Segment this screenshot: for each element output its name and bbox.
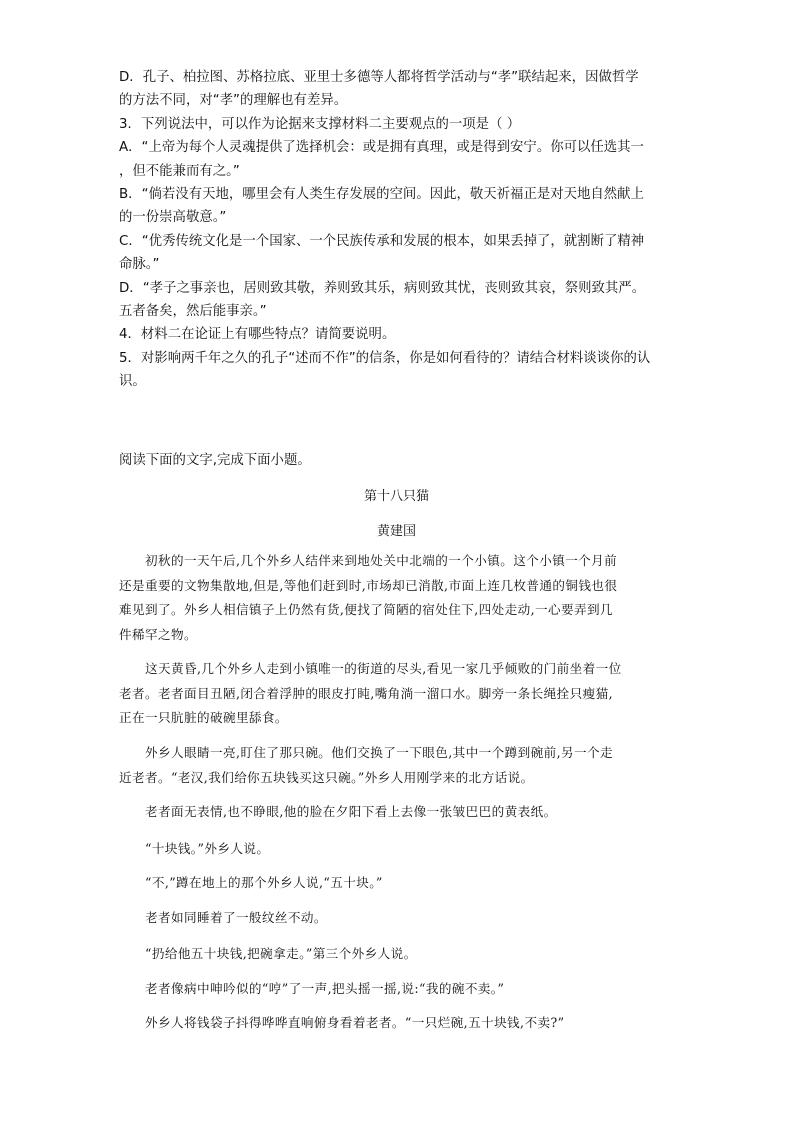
text-line: 件稀罕之物。 [119, 626, 197, 642]
text-line: 老者像病中呻吟似的“哼”了一声,把头摇一摇,说:“我的碗不卖。” [119, 981, 505, 996]
story-paragraph [119, 871, 675, 896]
question-4 [119, 323, 675, 346]
text-line: 还是重要的文物集散地,但是,等他们赶到时,市场却已消散,市面上连几枚普通的铜钱也很 [119, 577, 618, 593]
text-line: “十块钱。”外乡人说。 [119, 841, 270, 856]
text-line: 老者面无表情,也不睁眼,他的脸在夕阳下看上去像一张皱巴巴的黄表纸。 [119, 804, 557, 819]
story-paragraph [119, 549, 675, 647]
text-line: B．“倘若没有天地，哪里会有人类生存发展的空间。因此，敬天祈福正是对天地自然献上 [119, 187, 644, 203]
story-paragraph [119, 942, 675, 967]
text-line: 难见到了。外乡人相信镇子上仍然有货,便找了简陋的宿处住下,四处走动,一心要弄到几 [119, 602, 613, 618]
reading-instruction: 阅读下面的文字,完成下面小题。 [119, 453, 311, 468]
story-paragraph [119, 657, 675, 731]
text-line: 近老者。“老汉,我们给你五块钱买这只碗。”外乡人用刚学来的北方话说。 [119, 769, 534, 785]
question-block [119, 66, 675, 394]
text-line: 的方法不同，对“孝”的理解也有差异。 [119, 93, 348, 109]
text-line: 外乡人将钱袋子抖得哗哗直响俯身看着老者。“一只烂碗,五十块钱,不卖?” [119, 1015, 565, 1030]
option-d [119, 277, 675, 324]
text-line: 这天黄昏,几个外乡人走到小镇唯一的街道的尽头,看见一家几乎倾败的门前坐着一位 [119, 661, 622, 676]
question-3 [119, 113, 675, 136]
text-line: 4．材料二在论证上有哪些特点？请简要说明。 [119, 327, 396, 343]
story-title: 第十八只猫 [363, 489, 429, 504]
story-paragraph [119, 800, 675, 825]
text-line: “扔给他五十块钱,把碗拿走。”第三个外乡人说。 [119, 946, 417, 961]
text-line: 外乡人眼睛一亮,盯住了那只碗。他们交换了一下眼色,其中一个蹲到碗前,另一个走 [119, 745, 613, 760]
story-paragraph [119, 837, 675, 862]
text-line: 5．对影响两千年之久的孔子“述而不作”的信条，你是如何看待的？请结合材料谈谈你的认 [119, 350, 651, 366]
text-line: 老者。老者面目丑陋,闭合着浮肿的眼皮打盹,嘴角淌一溜口水。脚旁一条长绳拴只瘦猫, [119, 685, 613, 701]
story-paragraph [119, 1011, 675, 1036]
text-line: D．“孝子之事亲也，居则致其敬，养则致其乐，病则致其忧，丧则致其哀，祭则致其严。 [119, 280, 646, 296]
option-c [119, 230, 675, 277]
story-author: 黄建国 [376, 524, 416, 539]
text-line: 正在一只肮脏的破碗里舔食。 [119, 710, 288, 726]
story-paragraph [119, 906, 675, 931]
story-paragraph [119, 741, 675, 790]
text-line: 初秋的一天午后,几个外乡人结伴来到地处关中北端的一个小镇。这个小镇一个月前 [119, 553, 618, 568]
text-line: 的一份崇高敬意。” [119, 210, 227, 226]
text-line: “不,”蹲在地上的那个外乡人说,“五十块。” [119, 875, 383, 890]
text-line: 五者备矣，然后能事亲。” [119, 304, 267, 320]
text-line: 3．下列说法中，可以作为论据来支撑材料二主要观点的一项是（ ） [119, 116, 521, 132]
option-d-paragraph [119, 66, 675, 113]
text-line: 命脉。” [119, 257, 160, 273]
text-line: C．“优秀传统文化是一个国家、一个民族传承和发展的根本，如果丢掉了，就割断了精神 [119, 233, 645, 249]
text-line: 识。 [119, 374, 146, 390]
text-line: A．“上帝为每个人灵魂提供了选择机会：或是拥有真理，或是得到安宁。你可以任选其一 [119, 140, 644, 156]
text-line: D．孔子、柏拉图、苏格拉底、亚里士多德等人都将哲学活动与“孝”联结起来，因做哲学 [119, 70, 639, 85]
question-5 [119, 347, 675, 394]
option-a [119, 136, 675, 183]
option-b [119, 183, 675, 230]
story-paragraph [119, 977, 675, 1002]
text-line: ，但不能兼而有之。” [119, 163, 240, 179]
text-line: 老者如同睡着了一般纹丝不动。 [119, 910, 327, 925]
